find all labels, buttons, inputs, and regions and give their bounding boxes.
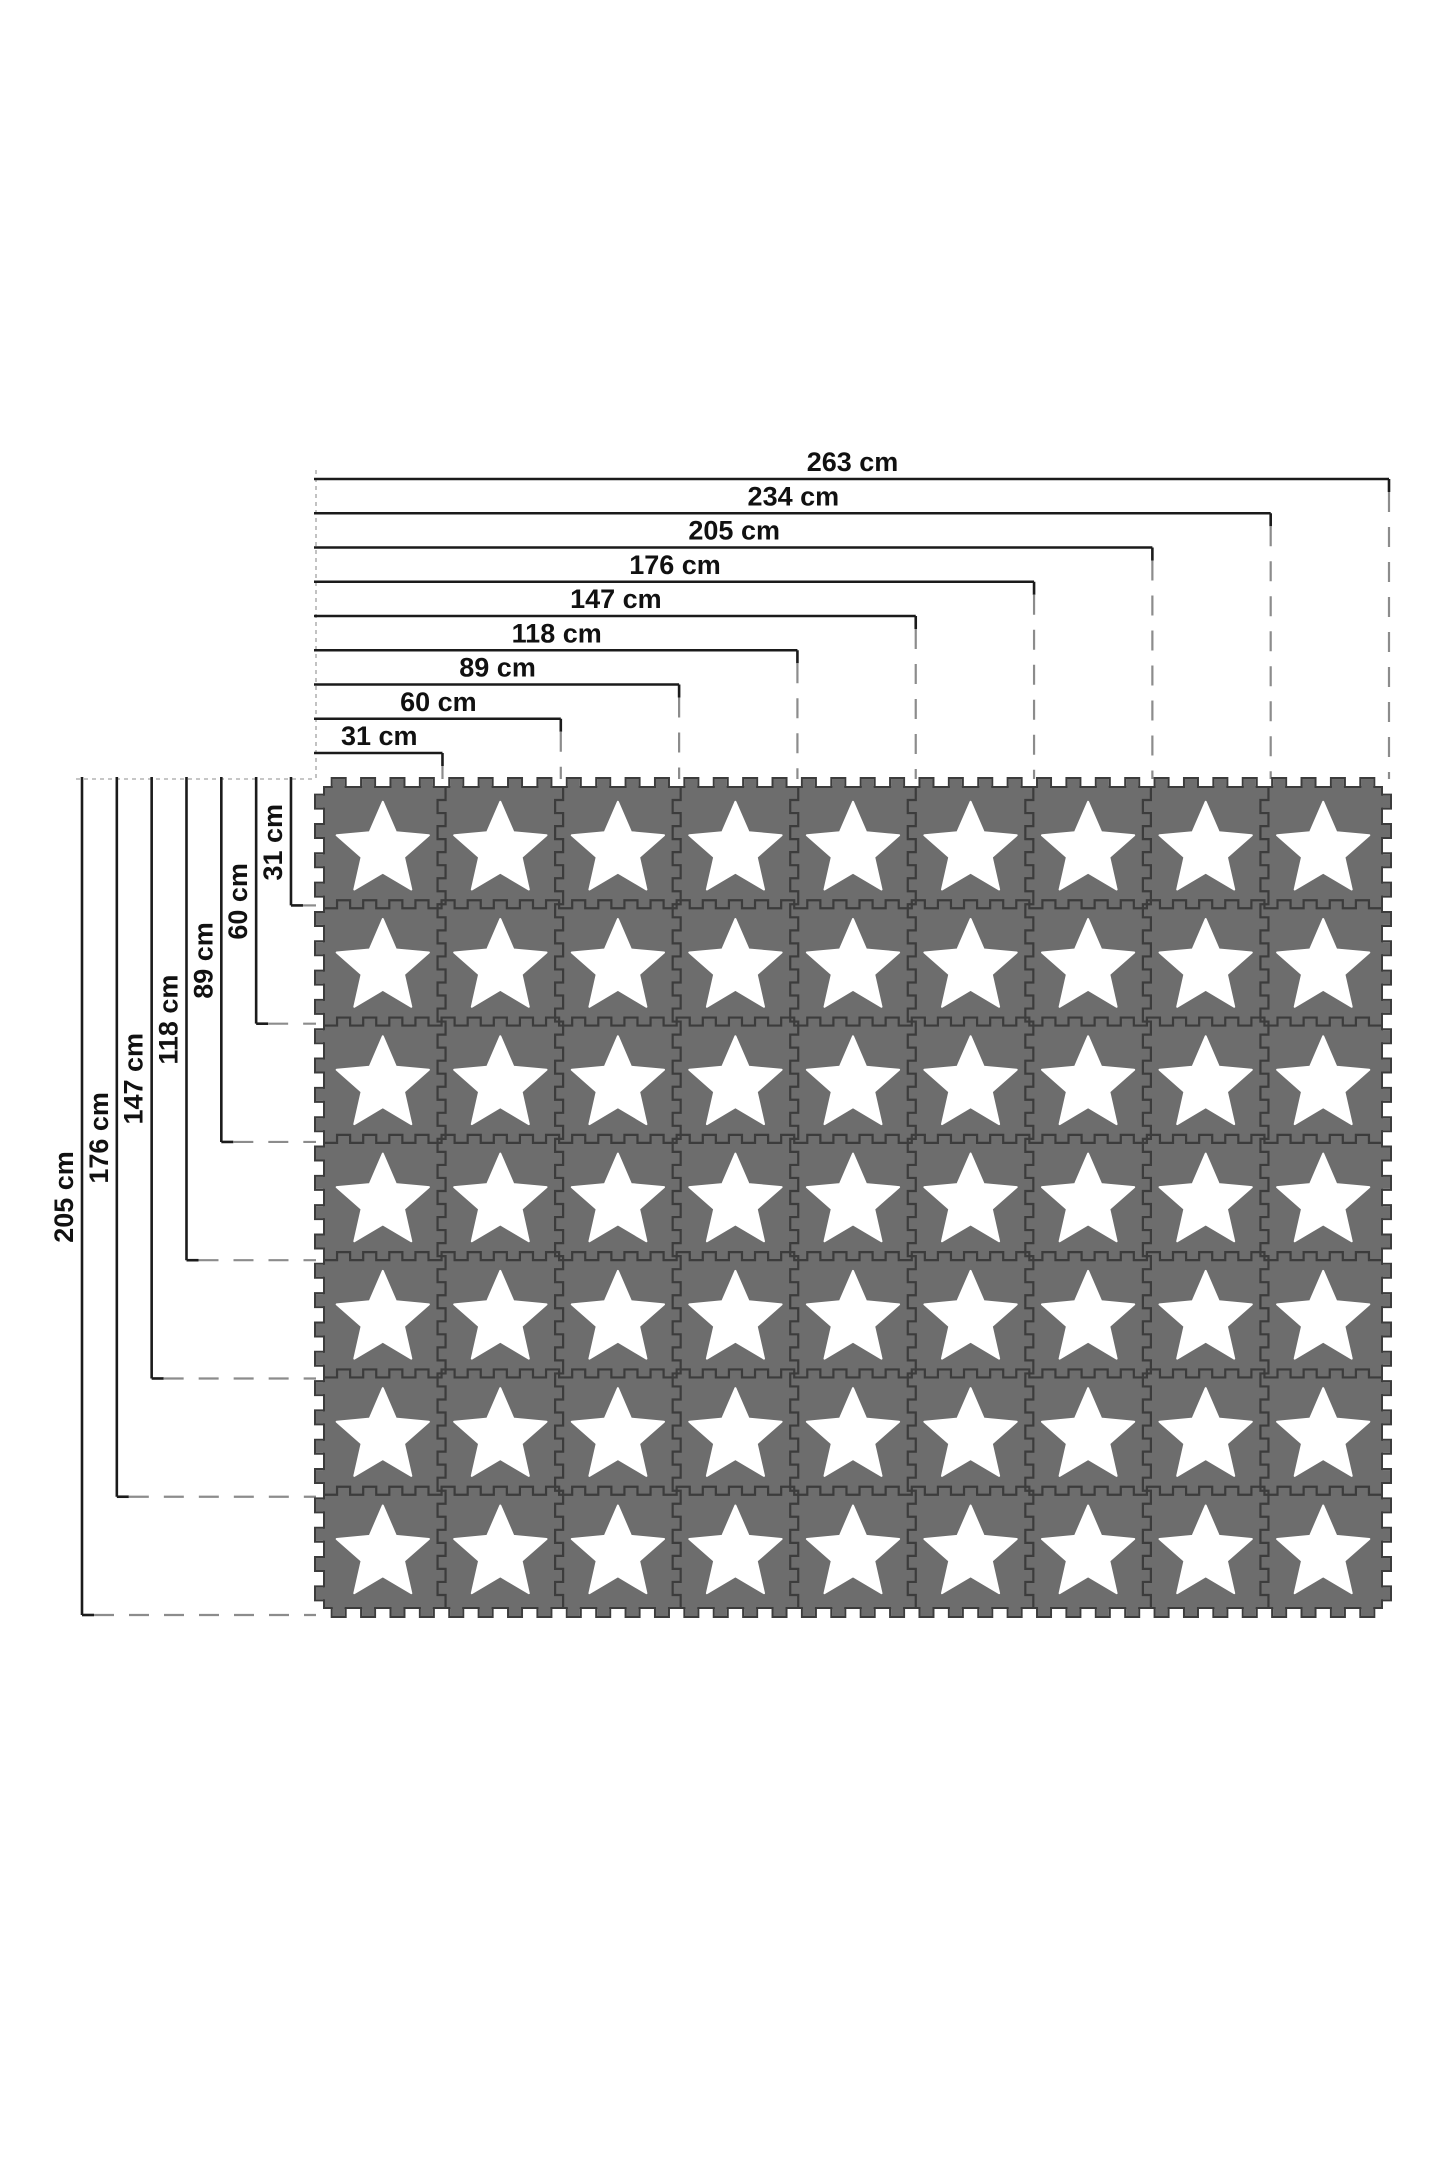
edge-tab <box>1380 1441 1390 1453</box>
edge-tab <box>316 913 326 925</box>
edge-tab <box>1273 1606 1285 1616</box>
edge-tab <box>920 1606 932 1616</box>
edge-tab <box>1380 1265 1390 1277</box>
edge-tab <box>509 1606 521 1616</box>
edge-tab <box>1214 779 1226 789</box>
edge-tab <box>1156 779 1168 789</box>
left-dimension-lines <box>49 777 316 1615</box>
edge-tab <box>1380 1030 1390 1042</box>
edge-tab <box>1244 1606 1256 1616</box>
edge-tab <box>1361 779 1373 789</box>
edge-tab <box>1380 1089 1390 1101</box>
edge-tab <box>803 779 815 789</box>
edge-tab <box>316 1030 326 1042</box>
edge-tab <box>480 779 492 789</box>
edge-tab <box>744 779 756 789</box>
edge-tab <box>316 884 326 896</box>
edge-tab <box>627 779 639 789</box>
edge-tab <box>1303 779 1315 789</box>
edge-tab <box>862 1606 874 1616</box>
edge-tab <box>316 854 326 866</box>
edge-tab <box>1185 779 1197 789</box>
edge-tab <box>316 972 326 984</box>
edge-tab <box>538 779 550 789</box>
edge-tab <box>1126 1606 1138 1616</box>
edge-tab <box>450 779 462 789</box>
edge-tab <box>1380 1148 1390 1160</box>
edge-tab <box>1380 796 1390 808</box>
edge-tab <box>1380 1118 1390 1130</box>
edge-tab <box>1009 1606 1021 1616</box>
edge-tab <box>1380 1235 1390 1247</box>
dimension-label-60cm: 60 cm <box>223 863 254 940</box>
edge-tab <box>715 779 727 789</box>
edge-tab <box>316 1118 326 1130</box>
edge-tab <box>1380 1294 1390 1306</box>
edge-tab <box>316 1265 326 1277</box>
edge-tab <box>832 779 844 789</box>
edge-tab <box>1380 1323 1390 1335</box>
edge-tab <box>1303 1606 1315 1616</box>
dimension-label-176cm: 176 cm <box>83 1092 114 1184</box>
edge-tab <box>316 1060 326 1072</box>
edge-tab <box>362 1606 374 1616</box>
edge-tab <box>1380 942 1390 954</box>
play-mat <box>315 778 1391 1617</box>
edge-tab <box>421 779 433 789</box>
edge-tab <box>597 779 609 789</box>
edge-tab <box>1067 779 1079 789</box>
edge-tab <box>1038 779 1050 789</box>
edge-tab <box>391 779 403 789</box>
edge-tab <box>316 1470 326 1482</box>
dimension-label-205cm: 205 cm <box>688 515 780 546</box>
edge-tab <box>1214 1606 1226 1616</box>
edge-tab <box>568 779 580 789</box>
edge-tab <box>391 1606 403 1616</box>
edge-tab <box>421 1606 433 1616</box>
dimension-label-205cm: 205 cm <box>49 1151 79 1243</box>
edge-tab <box>1332 1606 1344 1616</box>
edge-tab <box>979 779 991 789</box>
edge-tab <box>656 1606 668 1616</box>
edge-tab <box>862 779 874 789</box>
edge-tab <box>1380 1587 1390 1599</box>
edge-tab <box>920 779 932 789</box>
edge-tab <box>538 1606 550 1616</box>
edge-tab <box>1038 1606 1050 1616</box>
edge-tab <box>1380 1001 1390 1013</box>
edge-tab <box>362 779 374 789</box>
edge-tab <box>1380 884 1390 896</box>
edge-tab <box>774 1606 786 1616</box>
edge-tab <box>597 1606 609 1616</box>
edge-tab <box>1380 1411 1390 1423</box>
edge-tab <box>1380 1529 1390 1541</box>
edge-tab <box>333 779 345 789</box>
edge-tab <box>1380 1353 1390 1365</box>
dimension-label-118cm: 118 cm <box>153 974 184 1065</box>
edge-tab <box>333 1606 345 1616</box>
edge-tab <box>1009 779 1021 789</box>
edge-tab <box>450 1606 462 1616</box>
edge-tab <box>1097 779 1109 789</box>
edge-tab <box>1185 1606 1197 1616</box>
edge-tab <box>803 1606 815 1616</box>
edge-tab <box>774 779 786 789</box>
edge-tab <box>627 1606 639 1616</box>
edge-tab <box>891 1606 903 1616</box>
edge-tab <box>1097 1606 1109 1616</box>
edge-tab <box>316 1294 326 1306</box>
dimension-label-118cm: 118 cm <box>511 618 602 649</box>
edge-tab <box>509 779 521 789</box>
edge-tab <box>316 1206 326 1218</box>
edge-tab <box>316 1001 326 1013</box>
edge-tab <box>316 1587 326 1599</box>
edge-tab <box>1361 1606 1373 1616</box>
dimension-label-31cm: 31 cm <box>257 803 288 881</box>
edge-tab <box>1244 779 1256 789</box>
dimension-label-31cm: 31 cm <box>340 721 418 751</box>
dimension-label-89cm: 89 cm <box>459 652 536 683</box>
edge-tab <box>1380 972 1390 984</box>
dimension-label-263cm: 263 cm <box>806 447 899 477</box>
edge-tab <box>1380 913 1390 925</box>
dimension-label-147cm: 147 cm <box>118 1032 149 1125</box>
edge-tab <box>1380 825 1390 837</box>
edge-tab <box>1273 779 1285 789</box>
edge-tab <box>316 1148 326 1160</box>
edge-tab <box>316 825 326 837</box>
edge-tab <box>316 1499 326 1511</box>
edge-tab <box>316 1323 326 1335</box>
edge-tab <box>832 1606 844 1616</box>
edge-tab <box>316 1353 326 1365</box>
dimension-label-234cm: 234 cm <box>747 481 840 512</box>
edge-tab <box>744 1606 756 1616</box>
edge-tab <box>1380 1060 1390 1072</box>
edge-tab <box>1156 1606 1168 1616</box>
edge-tab <box>316 1558 326 1570</box>
dimension-label-176cm: 176 cm <box>629 549 721 580</box>
edge-tab <box>316 1382 326 1394</box>
edge-tab <box>1380 1499 1390 1511</box>
edge-tab <box>316 942 326 954</box>
edge-tab <box>316 1411 326 1423</box>
edge-tab <box>715 1606 727 1616</box>
edge-tab <box>1380 1177 1390 1189</box>
dimension-label-147cm: 147 cm <box>570 584 662 614</box>
edge-tab <box>1380 854 1390 866</box>
edge-tab <box>950 1606 962 1616</box>
edge-tab <box>316 1177 326 1189</box>
edge-tab <box>316 1235 326 1247</box>
edge-tab <box>1332 779 1344 789</box>
edge-tab <box>1380 1470 1390 1482</box>
edge-tab <box>316 1529 326 1541</box>
edge-tab <box>685 1606 697 1616</box>
edge-tab <box>316 1441 326 1453</box>
edge-tab <box>1380 1206 1390 1218</box>
edge-tab <box>979 1606 991 1616</box>
dimension-label-89cm: 89 cm <box>188 922 219 999</box>
edge-tab <box>656 779 668 789</box>
edge-tab <box>480 1606 492 1616</box>
dimension-label-60cm: 60 cm <box>400 686 477 717</box>
edge-tab <box>1380 1558 1390 1570</box>
edge-tab <box>1067 1606 1079 1616</box>
edge-tab <box>950 779 962 789</box>
edge-tab <box>316 796 326 808</box>
top-dimension-lines <box>314 447 1389 779</box>
edge-tab <box>891 779 903 789</box>
edge-tab <box>316 1089 326 1101</box>
edge-tab <box>568 1606 580 1616</box>
edge-tab <box>1380 1382 1390 1394</box>
edge-tab <box>685 779 697 789</box>
edge-tab <box>1126 779 1138 789</box>
